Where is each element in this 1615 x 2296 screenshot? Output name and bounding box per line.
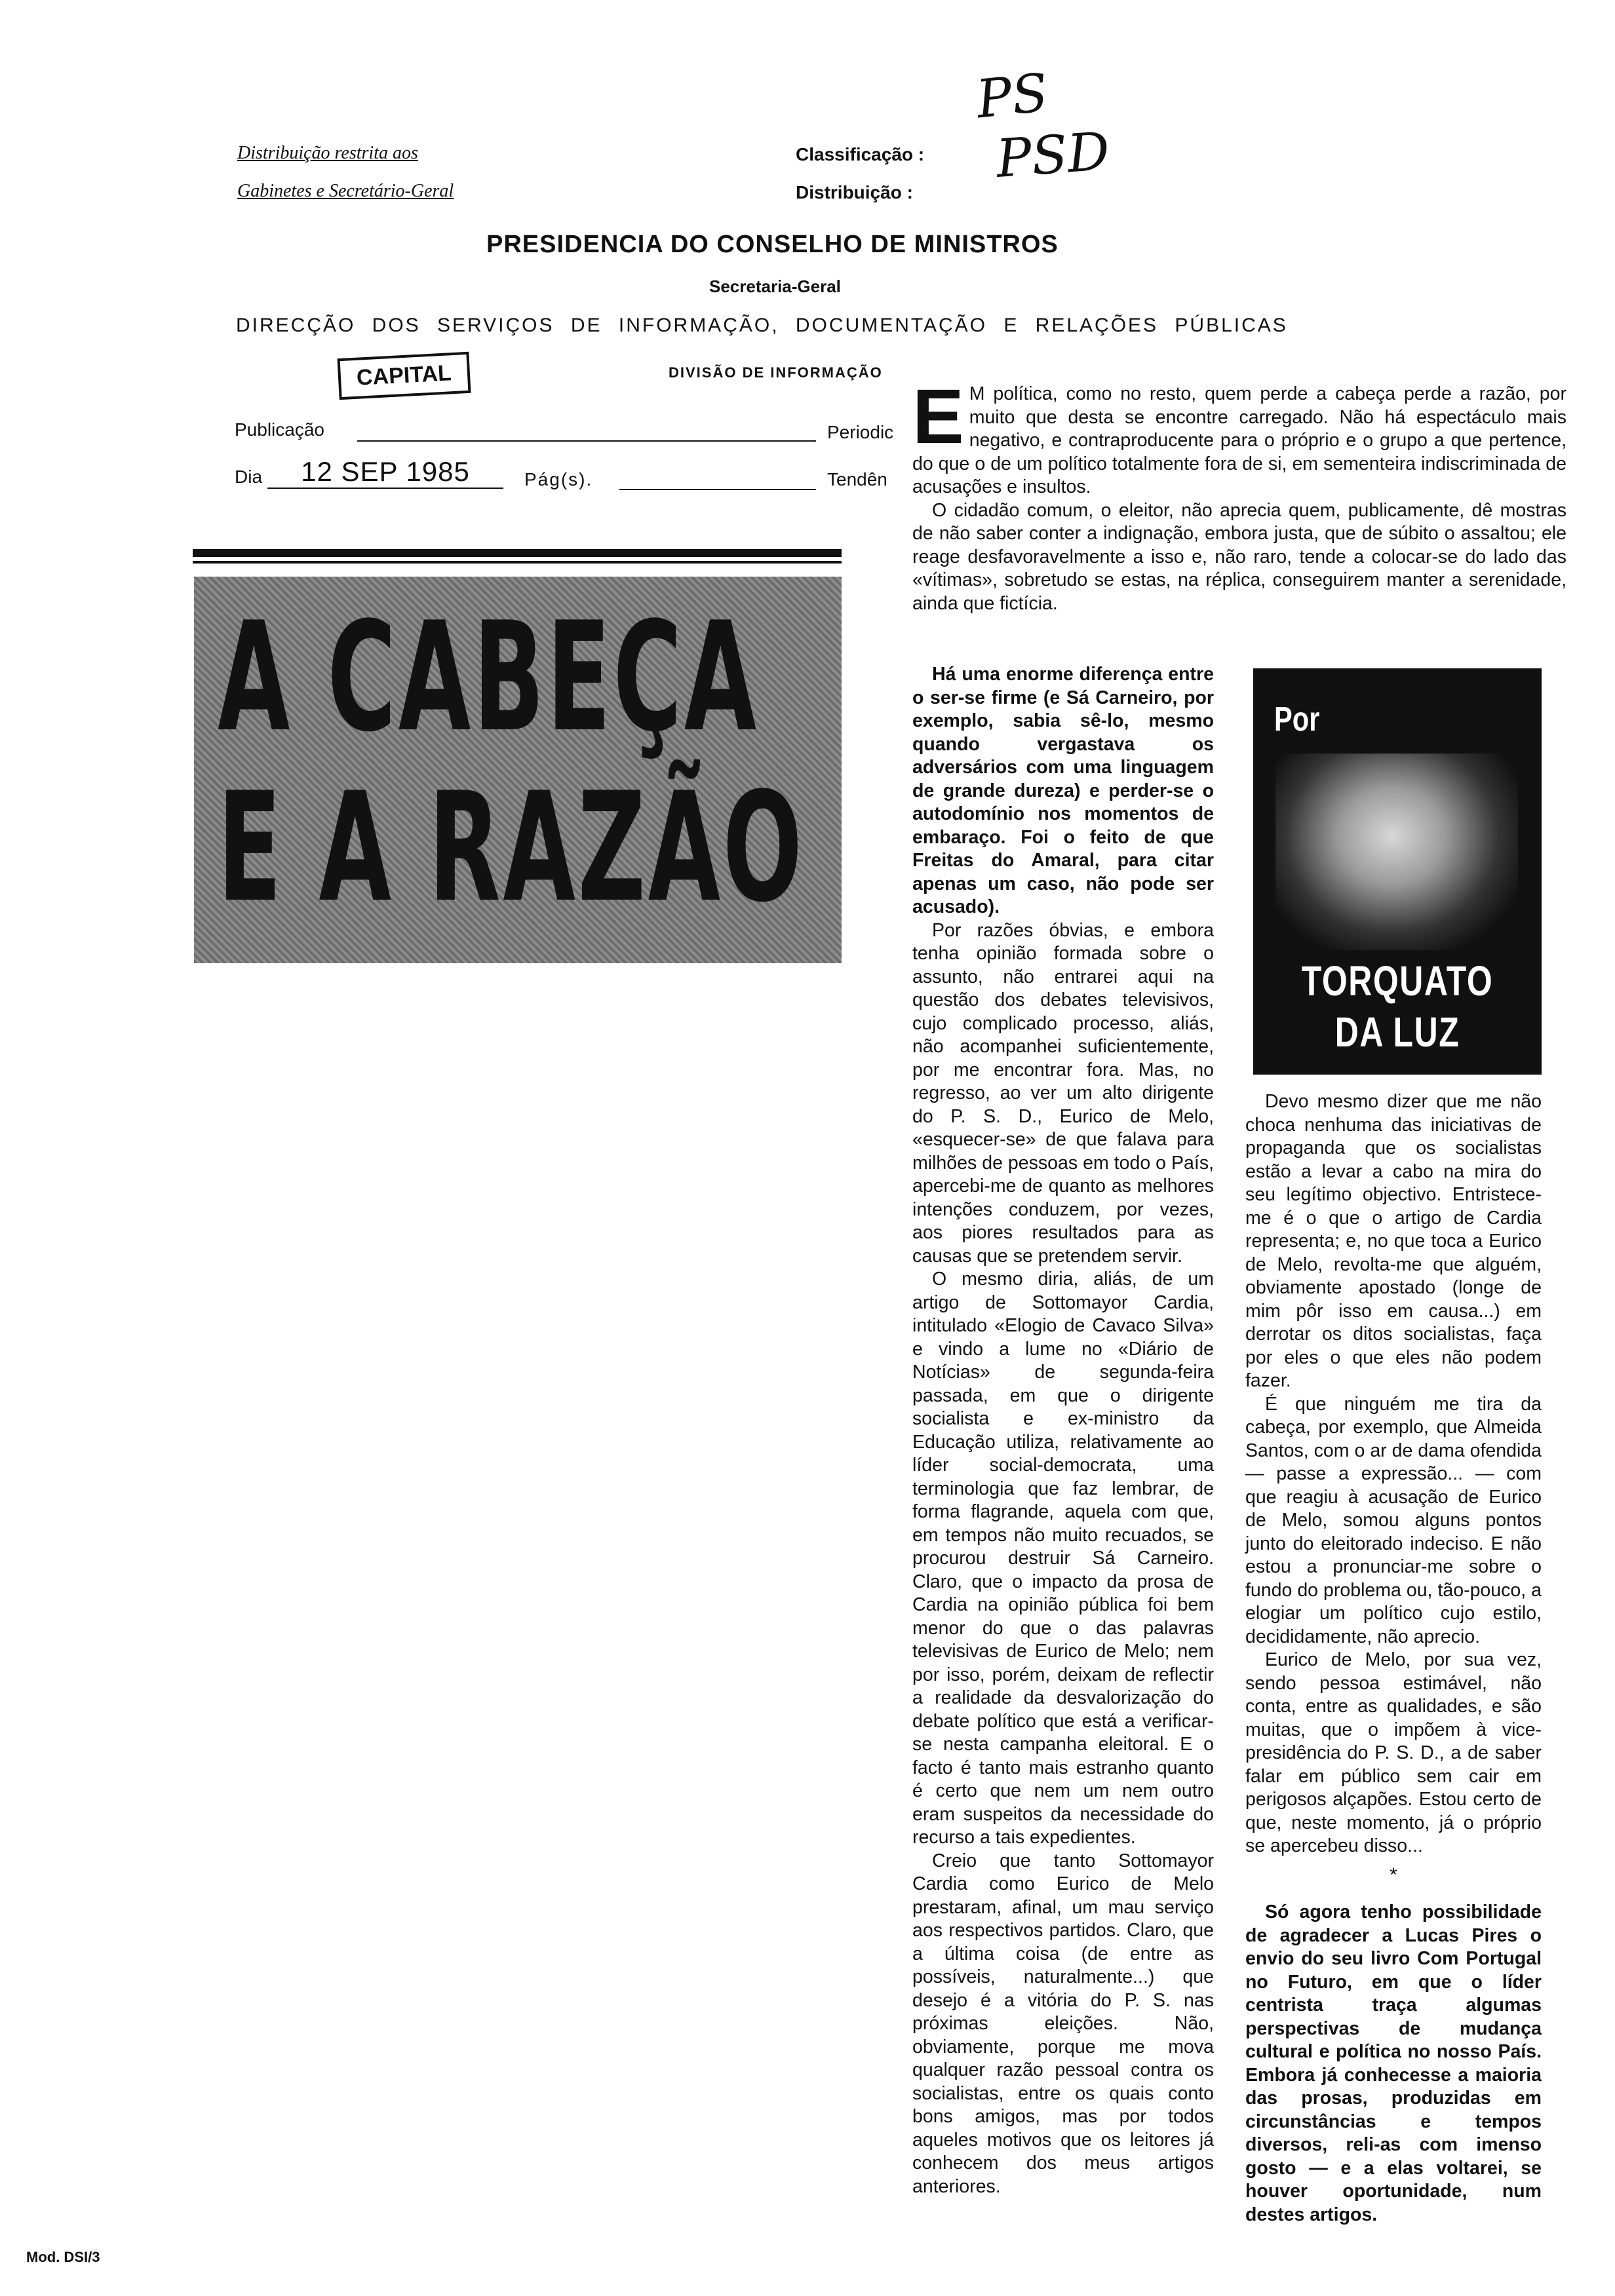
article-column-left: [912, 663, 1214, 2198]
article-column-right: [1245, 1090, 1542, 2227]
col2-paragraph-2: É que ninguém me tira da cabeça, por exemplo, que Almeida Santos, com o ar de dama ofendida — passe a expressão... — com que reagiu à acusação de Eurico de Melo, somou alguns pontos junto do eleitorado indeciso. E não estou a pronunciar-me sobre o fundo do problema ou, tão-pouco, a elogiar um político cujo estilo, decididamente, não aprecio.: [1245, 1393, 1542, 1647]
distribution-restriction-line1: Distribuição restrita aos: [237, 143, 418, 163]
tendencia-label: Tendên: [827, 469, 887, 489]
intro-paragraph-2: O cidadão comum, o eleitor, não aprecia quem, publicamente, dê mostras de não saber conter a indignação, embora justa, que de súbito o assaltou; ele reage desfavoravelmente a isso e, não raro, tende a colocar-se do lado das «vítimas», sobretudo se estas, na réplica, conseguirem manter a serenidade, ainda que fictícia.: [912, 499, 1566, 614]
dropcap-letter: E: [912, 373, 964, 460]
headline-panel: [194, 577, 842, 963]
direccao-servicos: DIRECÇÃO DOS SERVIÇOS DE INFORMAÇÃO, DOCUMENTAÇÃO E RELAÇÕES PÚBLICAS: [236, 315, 1288, 336]
secretaria-geral: Secretaria-Geral: [709, 277, 841, 296]
pags-label: Pág(s).: [524, 469, 593, 489]
distribuicao-label: Distribuição :: [796, 182, 913, 202]
headline-line1: A CABEÇA: [218, 590, 759, 765]
section-separator: *: [1390, 1864, 1397, 1886]
pags-field-line: [619, 489, 816, 490]
dia-label: Dia: [235, 467, 263, 487]
col1-paragraph-2: Por razões óbvias, e embora tenha opinião formada sobre o assunto, não entrarei aqui na questão dos debates televisivos, cujo complicado processo, aliás, não acompanhei suficientemente, por me encontrar fora. Mas, no regresso, ao ver um alto dirigente do P. S. D., Eurico de Melo, «esquecer-se» de que falava para milhões de pessoas em todo o País, apercebi-me de quanto as melhores intenções conduzem, por vezes, aos piores resultados para as causas que se pretendem servir.: [912, 919, 1214, 1267]
headline-rule-thick: [193, 549, 842, 557]
periodicidade-label: Periodic: [827, 422, 894, 442]
article-intro: [912, 373, 1566, 615]
col1-paragraph-4: Creio que tanto Sottomayor Cardia como Eurico de Melo prestaram, afinal, um mau serviço aos respectivos partidos. Claro, que a última coisa (de entre as possíveis, naturalmente...) que desejo é a vitória do P. S. nas próximas eleições. Não, obviamente, porque me mova qualquer razão pessoal contra os socialistas, entre os quais conto bons amigos, mas por todos aqueles motivos que os leitores já conhecem dos meus artigos anteriores.: [912, 1850, 1214, 2197]
form-code: Mod. DSI/3: [26, 2249, 100, 2265]
handwritten-annotation-ps: PS: [973, 62, 1051, 130]
distribution-restriction-line2: Gabinetes e Secretário-Geral: [237, 181, 454, 201]
byline-box: [1253, 668, 1542, 1075]
classificacao-label: Classificação :: [796, 144, 925, 164]
col2-paragraph-3: Eurico de Melo, por sua vez, sendo pessoa estimável, não conta, entre as qualidades, e são muitas, que o impõem à vice-presidência do P. S. D., a de saber falar em público sem cair em perigosos alçapões. Estou certo de que, neste momento, já o próprio se apercebeu disso...: [1245, 1649, 1542, 1856]
byline-por: Por: [1274, 700, 1320, 738]
col2-paragraph-4: Só agora tenho possibilidade de agradecer a Lucas Pires o envio do seu livro Com Portugal no Futuro, em que o líder centrista traça algumas perspectivas de mudança cultural e política no nosso País. Embora já conhecesse a maioria das prosas, produzidas em circunstâncias e tempos diversos, reli-as com imenso gosto — e a elas voltarei, se houver oportunidade, num destes artigos.: [1245, 1902, 1542, 2225]
divisao-informacao: DIVISÃO DE INFORMAÇÃO: [669, 364, 883, 381]
publicacao-field-line: [357, 440, 816, 442]
headline-line2: E A RAZÃO: [218, 761, 805, 936]
publication-stamp: CAPITAL: [337, 352, 471, 400]
handwritten-annotation-psd: PSD: [994, 121, 1112, 189]
ministry-title: PRESIDENCIA DO CONSELHO DE MINISTROS: [486, 231, 1059, 258]
author-photo: [1275, 754, 1518, 950]
byline-name-line2: DA LUZ: [1334, 1008, 1460, 1056]
intro-paragraph-1: M política, como no resto, quem perde a cabeça perde a razão, por muito que desta se encontre carregado. Não há espectáculo mais negativo, e contraproducente para o próprio e o grupo a que pertence, do que o de um político totalmente fora de si, em sementeira indiscriminada de acusações e insultos.: [912, 383, 1566, 497]
col2-paragraph-1: Devo mesmo dizer que me não choca nenhuma das iniciativas de propaganda que os socialistas estão a levar a cabo na mira do seu legítimo objectivo. Entristece-me é o que o artigo de Cardia representa; e, no que toca a Eurico de Melo, revolta-me que alguém, obviamente apostado (longe de mim pôr isso em causa...) em derrotar os ditos socialistas, faça por eles o que eles não podem fazer.: [1245, 1091, 1542, 1391]
publication-date: 12 SEP 1985: [267, 456, 503, 489]
col1-paragraph-1: Há uma enorme diferença entre o ser-se firme (e Sá Carneiro, por exemplo, sabia sê-lo, mesmo quando vergastava os adversários com uma linguagem de grande dureza) e perder-se o autodomínio nos momentos de embaraço. Foi o feito de que Freitas do Amaral, para citar apenas um caso, não pode ser acusado).: [912, 664, 1214, 917]
col1-paragraph-3: O mesmo diria, aliás, de um artigo de Sottomayor Cardia, intitulado «Elogio de Cavaco Silva» e vindo a lume no «Diário de Notícias» de segunda-feira passada, em que o dirigente socialista e ex-ministro da Educação utiliza, relativamente ao líder social-democrata, uma terminologia que faz lembrar, de forma flagrande, aquela com que, em tempos não muito recuados, se procurou destruir Sá Carneiro. Claro, que o impacto da prosa de Cardia na opinião pública foi bem menor do que o das palavras televisivas de Eurico de Melo; nem por isso, porém, deixam de reflectir a realidade da desvalorização do debate político que está a verificar-se nesta campanha eleitoral. E o facto é tanto mais estranho quanto é certo que nem um nem outro eram suspeitos da necessidade do recurso a tais expedientes.: [912, 1269, 1214, 1848]
headline-rule-thin: [193, 561, 842, 564]
publicacao-label: Publicação: [235, 419, 324, 440]
byline-name-line1: TORQUATO: [1301, 957, 1494, 1004]
